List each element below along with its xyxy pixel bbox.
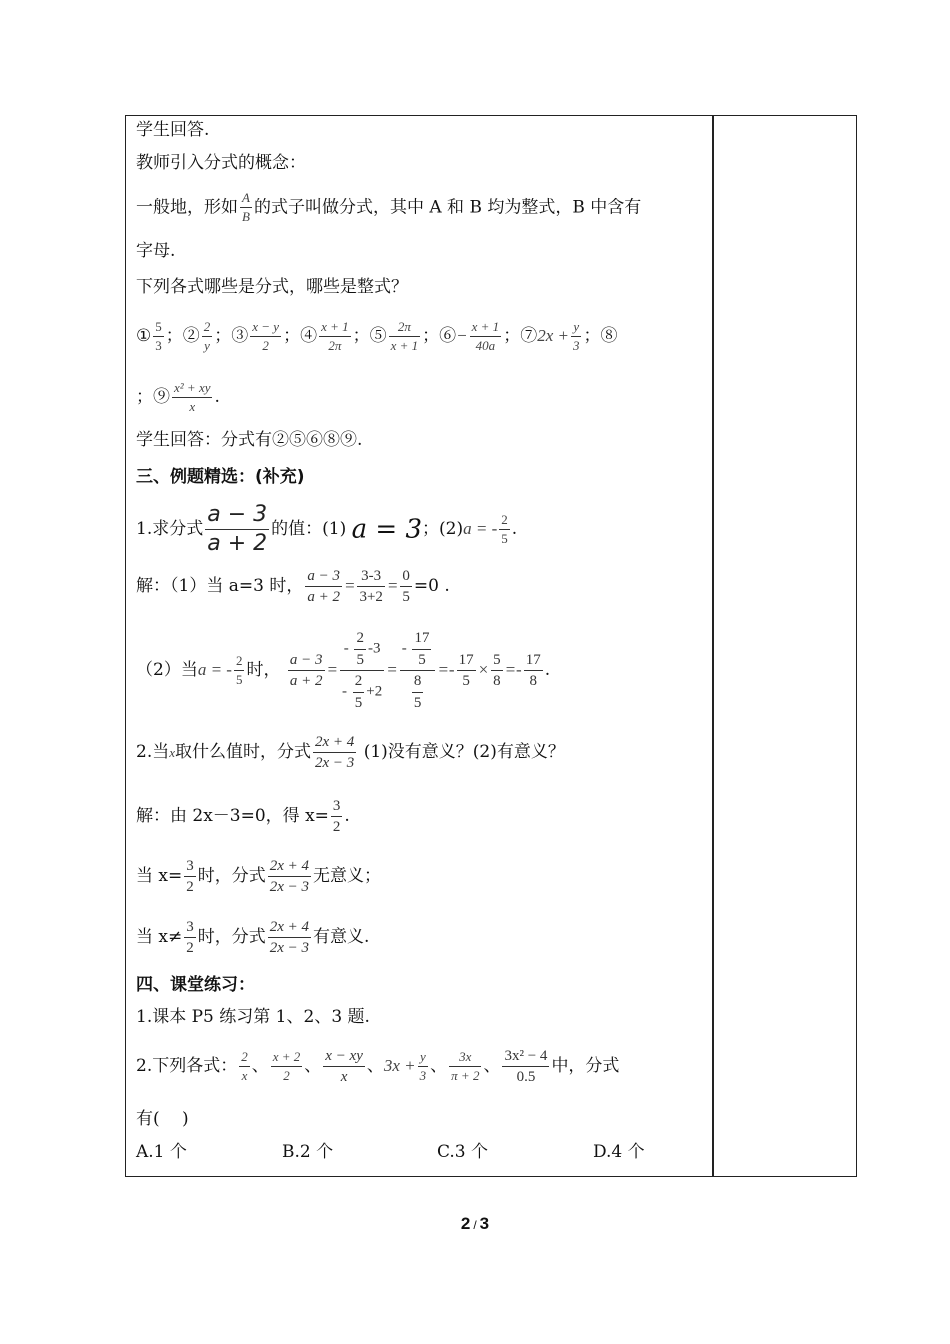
case-undefined-line: 当 x= $\frac{3}{2}$ 时，分式 $\frac{2x + 4}{2x - 3}$ 无意义； — [136, 857, 382, 895]
solution-2-frac-a: $\frac{a - 3}{a + 2}$ — [289, 651, 323, 689]
case-defined-line: 当 x≠ $\frac{3}{2}$ 时，分式 $\frac{2x + 4}{2x - 3}$ 有意义. — [136, 918, 370, 956]
case-defined-fraction: $\frac{2x + 4}{2x - 3}$ — [269, 918, 310, 956]
expr-1: $\frac{5}{3}$ — [155, 318, 162, 353]
practice-2-line: 2.下列各式： $\frac{2}{x}$ 、 $\frac{x + 2}{2}$ 、 $\frac{x - xy}{x}$ 、3x + $\frac{y}{3}$ 、 $\frac{3x}{\pi + 2}$ 、 $\frac{\text{3x² − 4}}{0.5}$ 中，分式 — [136, 1047, 620, 1085]
page-total: 3 — [479, 1214, 490, 1233]
example-2-fraction: $\frac{2x + 4}{2x - 3}$ — [315, 733, 355, 771]
option-c: C.3 个 — [437, 1142, 489, 1162]
option-b: B.2 个 — [282, 1142, 334, 1162]
expression-list-cont: ；⑨ $\frac{\text{x² + xy}}{x}$ . — [136, 379, 220, 414]
expr-5: $\frac{2\pi}{x + 1}$ — [390, 318, 419, 353]
expression-list: ① $\frac{5}{3}$ ；② $\frac{2}{y}$ ；③ $\frac{x - y}{2}$ ；④ $\frac{x + 1}{2\pi}$ ；⑤ $\frac{2\pi}{x + 1}$ ；⑥− $\frac{x + 1}{40a}$ ；⑦2x + $\frac{y}{3}$ ；⑧ — [136, 318, 618, 353]
solution-2-result: $\frac{17}{8}$ — [525, 651, 541, 689]
definition-text-a: 一般地，形如 — [136, 197, 238, 218]
case-defined-x: $\frac{3}{2}$ — [186, 918, 194, 956]
solution-1-frac-c: $\frac{0}{5}$ — [402, 567, 410, 605]
practice-2-expr-2: $\frac{x + 2}{2}$ — [272, 1048, 301, 1083]
definition-line — [136, 191, 641, 225]
expr-6: $\frac{x + 1}{40a}$ — [471, 318, 500, 353]
page-current: 2 — [460, 1214, 471, 1233]
case-undefined-fraction: $\frac{2x + 4}{2x - 3}$ — [269, 857, 310, 895]
solution-2-compound-2: - $\frac{17}{5}$ $\frac{8}{5}$ — [400, 630, 436, 711]
example-1-neg-two-fifths: $\frac{2}{5}$ — [501, 511, 508, 547]
definition-cont-line: 字母. — [136, 241, 176, 261]
solution-2-frac-5-8: $\frac{5}{8}$ — [493, 651, 501, 689]
section-heading-practice: 四、课堂练习： — [136, 975, 255, 995]
practice-2-expr-6: $\frac{\text{3x² − 4}}{0.5}$ — [504, 1047, 548, 1085]
expr-4: $\frac{x + 1}{2\pi}$ — [321, 318, 349, 353]
practice-2-question-end: 有( ) — [136, 1109, 189, 1129]
expr-3: $\frac{x - y}{2}$ — [252, 318, 280, 353]
solution-1-line: 解：（1）当 a=3 时， $\frac{a - 3}{a + 2}$ = $\frac{3-3}{3+2}$ = $\frac{0}{5}$ =0 . — [136, 567, 450, 605]
practice-2-expr-1: $\frac{2}{x}$ — [241, 1048, 248, 1083]
expr-7: $\frac{y}{3}$ — [572, 318, 580, 353]
expr-2: $\frac{2}{y}$ — [203, 318, 211, 353]
student-answer-fractions: 学生回答：分式有②⑤⑥⑧⑨. — [136, 430, 363, 450]
option-a: A.1 个 — [136, 1142, 187, 1162]
solution-2-neg-two-fifths: $\frac{2}{5}$ — [235, 652, 243, 687]
solution-2-line: （2）当a = - $\frac{2}{5}$ 时， $\frac{a - 3}{a + 2}$ = - $\frac{2}{5}$ -3 - $\frac{2}{5}$ +2 = - $\frac{17}{5}$ $\frac{8}{5}$ =- $\frac{17}{5}$ × $\frac{5}{8}$ =- $\frac{17}{8}$ . — [136, 630, 551, 711]
example-1-line: 1.求分式 $\frac{a - 3}{a + 2}$ 的值：(1) a = 3；(2)a = - $\frac{2}{5}$ . — [136, 502, 518, 557]
practice-2-expr-3: $\frac{x - xy}{x}$ — [325, 1047, 363, 1085]
student-answer-line: 学生回答. — [136, 120, 210, 140]
expr-9: $\frac{\text{x² + xy}}{x}$ — [174, 379, 211, 414]
example-2-line: 2.当x取什么值时，分式 $\frac{2x + 4}{2x - 3}$ (1)没有意义？(2)有意义？ — [136, 733, 565, 771]
case-undefined-x: $\frac{3}{2}$ — [186, 857, 194, 895]
solution-1-frac-b: $\frac{3-3}{3+2}$ — [359, 567, 383, 605]
option-d: D.4 个 — [593, 1142, 645, 1162]
practice-2-expr-5: $\frac{3x}{\pi + 2}$ — [451, 1048, 480, 1083]
question-line: 下列各式哪些是分式，哪些是整式？ — [136, 277, 408, 297]
solution-3-line: 解：由 2x－3=0，得 x= $\frac{3}{2}$ . — [136, 797, 350, 835]
fraction-a-over-b: $\frac{A}{B}$ — [242, 190, 250, 225]
solution-2-compound-1: - $\frac{2}{5}$ -3 - $\frac{2}{5}$ +2 — [341, 630, 383, 711]
section-heading-examples: 三、例题精选：(补充) — [136, 467, 305, 487]
column-divider — [712, 115, 714, 1177]
example-1-fraction: $\frac{a - 3}{a + 2}$ — [207, 502, 268, 557]
page-number: 2 / 3 — [460, 1214, 490, 1233]
definition-text-b: 的式子叫做分式，其中 A 和 B 均为整式，B 中含有 — [253, 197, 642, 218]
practice-1-line: 1.课本 P5 练习第 1、2、3 题. — [136, 1007, 370, 1027]
teacher-intro-line: 教师引入分式的概念： — [136, 153, 306, 173]
practice-2-expr-4: $\frac{y}{3}$ — [419, 1048, 427, 1083]
solution-3-fraction: $\frac{3}{2}$ — [332, 797, 341, 835]
solution-2-frac-17-5: $\frac{17}{5}$ — [458, 651, 474, 689]
solution-1-frac-a: $\frac{a - 3}{a + 2}$ — [307, 567, 340, 605]
